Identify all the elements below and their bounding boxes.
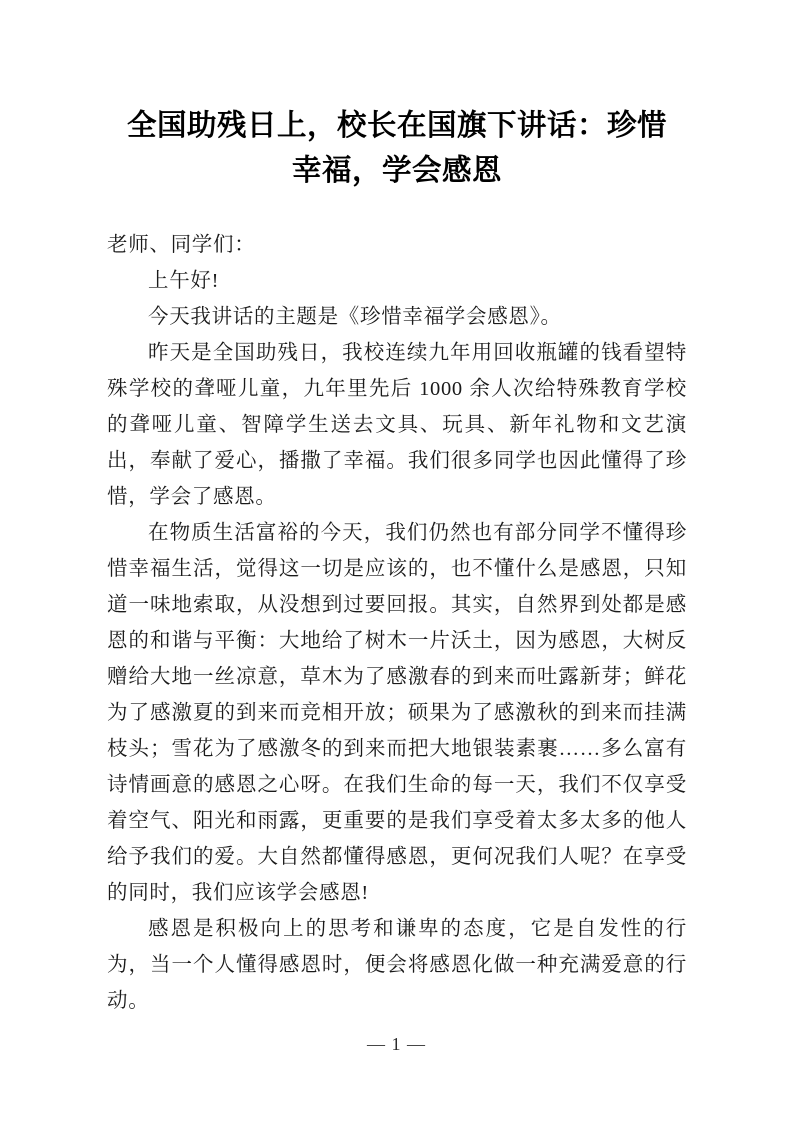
page-title-line-2: 幸福，学会感恩 (291, 155, 502, 187)
page-title (107, 104, 687, 194)
page-number: — 1 — (367, 1034, 426, 1054)
page-title-line-1: 全国助残日上，校长在国旗下讲话：珍惜 (126, 110, 667, 142)
paragraph-disabled-day-activities: 昨天是全国助残日，我校连续九年用回收瓶罐的钱看望特殊学校的聋哑儿童，九年里先后 1000 余人次给特殊教育学校的聋哑儿童、智障学生送去文具、玩具、新年礼物和文艺演出，奉献了爱心，播撒了幸福。我们很多同学也因此懂得了珍惜，学会了感恩。 (107, 342, 687, 508)
paragraph-gratitude-definition: 感恩是积极向上的思考和谦卑的态度，它是自发性的行为，当一个人懂得感恩时，便会将感恩化做一种充满爱意的行动。 (107, 918, 687, 1012)
page-footer (0, 1032, 793, 1056)
paragraph-greeting: 上午好! (148, 270, 220, 292)
document-content-area (107, 104, 687, 1019)
paragraph-salutation: 老师、同学们： (107, 234, 256, 256)
document-body (107, 227, 687, 1019)
paragraph-nature-gratitude: 在物质生活富裕的今天，我们仍然也有部分同学不懂得珍惜幸福生活，觉得这一切是应该的，也不懂什么是感恩，只知道一味地索取，从没想到过要回报。其实，自然界到处都是感恩的和谐与平衡：大地给了树木一片沃土，因为感恩，大树反赠给大地一丝凉意，草木为了感激春的到来而吐露新芽；鲜花为了感激夏的到来而竞相开放；硕果为了感激秋的到来而挂满枝头；雪花为了感激冬的到来而把大地银装素裹……多么富有诗情画意的感恩之心呀。在我们生命的每一天，我们不仅享受着空气、阳光和雨露，更重要的是我们享受着太多太多的他人给予我们的爱。大自然都懂得感恩，更何况我们人呢？在享受的同时，我们应该学会感恩! (107, 522, 687, 904)
paragraph-topic: 今天我讲话的主题是《珍惜幸福学会感恩》。 (148, 306, 562, 328)
